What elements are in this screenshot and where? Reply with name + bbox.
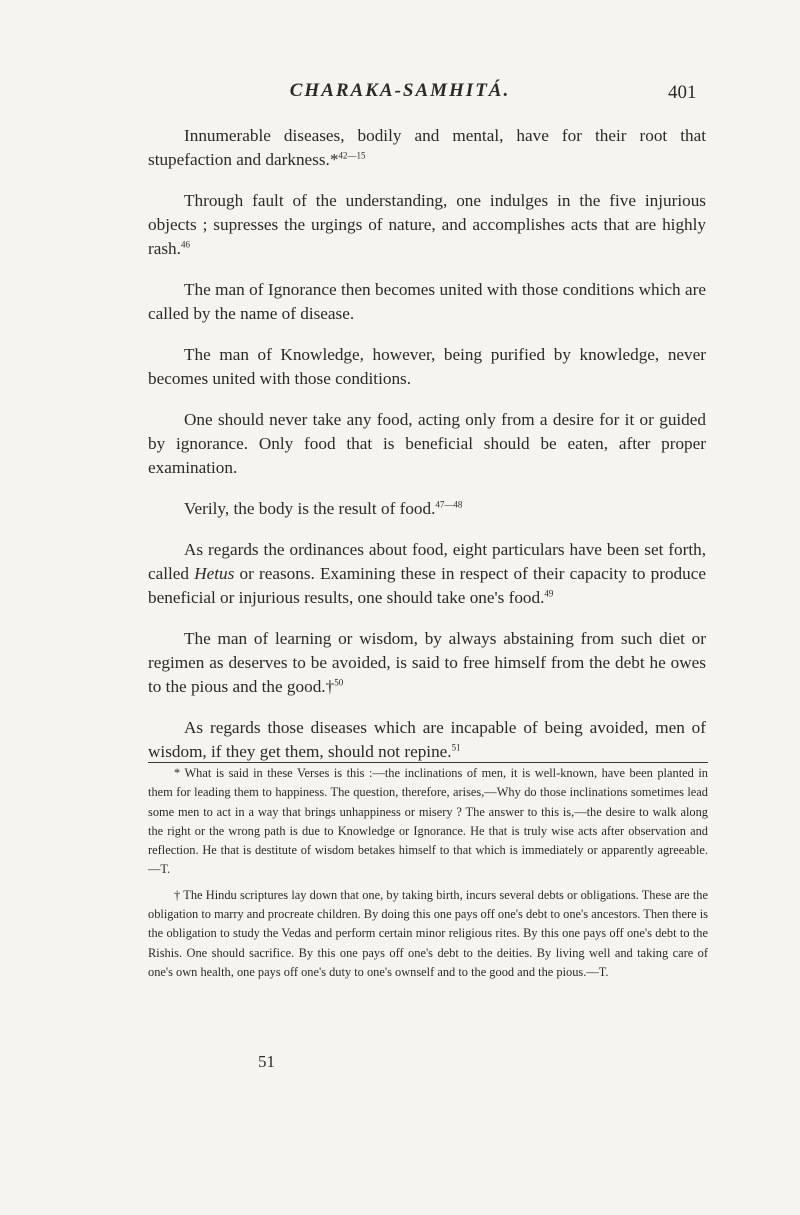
footnote: * What is said in these Verses is this :—the inclinations of men, it is well-known, have been planted in them for leading them to happiness. The question, therefore, arises,—Why do those inclinations sometimes lead some men to act in a way that brings unhappiness or misery ? The answer to this is,—the desire to walk along the right or the wrong path is due to Knowledge or Ignorance. He that is truly wise acts after observation and reflection. He that is destitute of wisdom betakes himself to that which is immediately or apparently agreeable.—T.	[148, 766, 708, 877]
verse-ref: 51	[451, 742, 461, 753]
paragraph: As regards those diseases which are incapable of being avoided, men of wisdom, if they get them, should not repine.$^{51}$	[148, 718, 706, 761]
paragraph: Verily, the body is the result of food.$^{47—48}$	[184, 499, 463, 518]
paragraph: The man of Ignorance then becomes united with those conditions which are called by the name of disease.	[148, 280, 706, 323]
signature-mark: 51	[258, 1052, 275, 1071]
verse-ref: 50	[334, 677, 344, 688]
footnotes	[148, 764, 708, 988]
footnote: † The Hindu scriptures lay down that one, by taking birth, incurs several debts or obligations. These are the obligation to marry and procreate children. By doing this one pays off one's debt to one's ancestors. Then there is the obligation to study the Vedas and perform certain minor religious rites. By this one pays off one's debt to the Rishis. One should sacrifice. By this one pays off one's debt to the deities. By living well and taking care of one's own health, one pays off one's duty to one's ownself and to the good and the pious.—T.	[148, 887, 708, 979]
paragraph: Through fault of the understanding, one indulges in the five injurious objects ; supresses the urgings of nature, and accomplishes acts that are highly rash.$^{46}$	[148, 191, 706, 258]
paragraph: The man of Knowledge, however, being purified by knowledge, never becomes united with those conditions.	[148, 345, 706, 388]
italic-term: Hetus	[194, 564, 235, 583]
page-number: 401	[668, 82, 697, 103]
verse-ref: 49	[544, 588, 554, 599]
footnote-divider	[148, 762, 708, 763]
paragraph: One should never take any food, acting only from a desire for it or guided by ignorance. Only food that is beneficial should be eaten, after proper examination.	[148, 410, 706, 477]
verse-ref: 42—15	[338, 150, 366, 161]
paragraph: As regards the ordinances about food, eight particulars have been set forth, called Hetus or reasons. Examining these in respect of their capacity to produce beneficial or injurious results, one should take one's food.$^{49}$	[148, 540, 706, 607]
main-text	[148, 124, 706, 781]
paragraph: Innumerable diseases, bodily and mental, have for their root that stupefaction and darkness.*$^{42—15}$	[148, 126, 706, 169]
verse-ref: 47—48	[435, 499, 463, 510]
running-title: CHARAKA-SAMHITÁ.	[289, 80, 511, 101]
paragraph: The man of learning or wisdom, by always abstaining from such diet or regimen as deserves to be avoided, is said to free himself from the debt he owes to the pious and the good.†$^{50}$	[148, 629, 706, 696]
verse-ref: 46	[180, 239, 190, 250]
